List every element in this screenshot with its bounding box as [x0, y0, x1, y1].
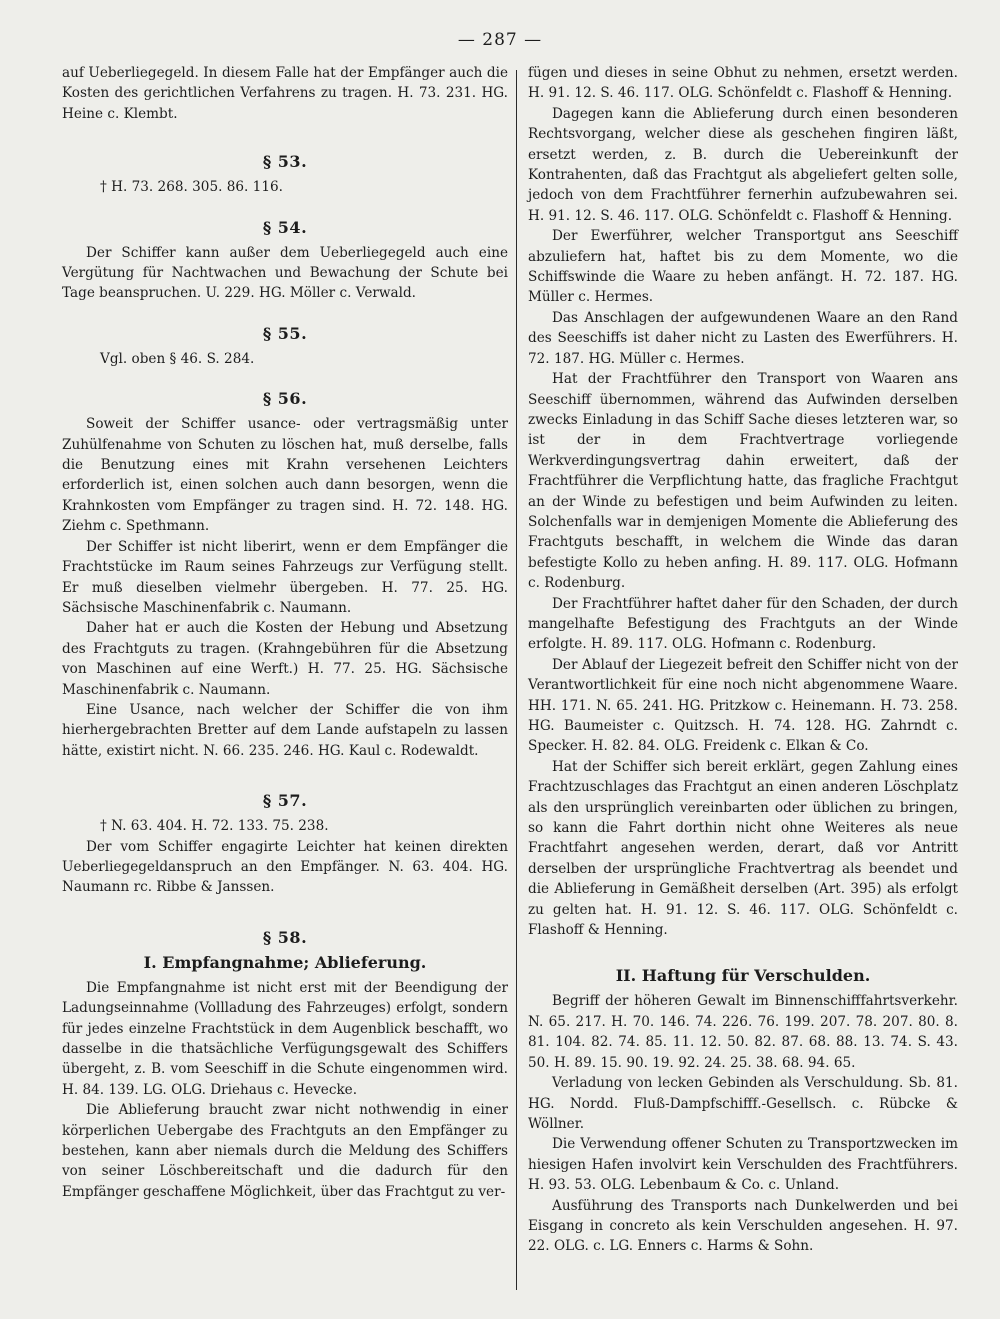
intro-paragraph: auf Ueberliegegeld. In diesem Falle hat der Empfänger auch die Kosten des gerichtlichen Verfahrens zu tragen. H. 73. 231. HG. Heine c. Klembt. — [62, 65, 508, 122]
section-ii-heading: II. Haftung für Verschulden. — [615, 966, 871, 986]
section-58-title: § 58. — [262, 927, 308, 947]
section-56-paragraph-4: Eine Usance, nach welcher der Schiffer die von ihm hierhergebrachten Bretter auf dem Lande aufstapeln zu lassen hätte, existirt nicht. N. 66. 235. 246. HG. Kaul c. Rodewaldt. — [62, 701, 508, 759]
right-paragraph-9: Begriff der höheren Gewalt im Binnenschifffahrtsverkehr. N. 65. 217. H. 70. 146. 74. 226. 76. 199. 207. 78. 207. 80. 8. 81. 104. 82. 74. 85. 11. 12. 50. 82. 87. 68. 88. 13. 74. S. 43. 50. H. 89. 15. 90. 19. 92. 24. 25. 38. 68. 94. 65. — [528, 993, 958, 1071]
right-paragraph-7: Der Ablauf der Liegezeit befreit den Schiffer nicht von der Verantwortlichkeit für eine noch nicht abgenommene Waare. HH. 171. N. 65. 241. HG. Pritzkow c. Heinemann. H. 73. 258. HG. Baumeister c. Quitzsch. H. 74. 128. HG. Zahrndt c. Specker. H. 82. 84. OLG. Freidenk c. Elkan & Co. — [528, 656, 958, 755]
section-58-paragraph-2: Die Ablieferung braucht zwar nicht nothwendig in einer körperlichen Uebergabe des Frachtguts an den Empfänger zu bestehen, kann aber niemals durch die Meldung des Schiffers von seiner Löschbereitschaft und die dadurch für den Empfänger geschaffene Möglichkeit, über das Frachtgut zu ver- — [62, 1102, 508, 1200]
section-56-paragraph-3: Daher hat er auch die Kosten der Hebung und Absetzung des Frachtguts zu tragen. (Krahngebühren für die Absetzung von Maschinen auf eine Werft.) H. 77. 25. HG. Sächsische Maschinenfabrik c. Naumann. — [62, 620, 508, 698]
right-paragraph-10: Verladung von lecken Gebinden als Verschuldung. Sb. 81. HG. Nordd. Fluß-Dampfschifff.-Gesellsch. c. Rübcke & Wöllner. — [528, 1075, 958, 1132]
right-paragraph-8: Hat der Schiffer sich bereit erklärt, gegen Zahlung eines Frachtzuschlages das Frachtgut an einen anderen Löschplatz als den ursprünglich vereinbarten oder üblichen zu bringen, so kann die Fahrt dorthin nicht ohne Weiteres als neue Frachtfahrt angesehen werden, derart, daß vor Antritt derselben der ursprüngliche Frachtvertrag als beendet und die Ablieferung in Gemäßheit derselben (Art. 395) als erfolgt zu gelten hat. H. 91. 12. S. 46. 117. OLG. Schönfeldt c. Flashoff & Henning. — [528, 758, 958, 939]
section-58-heading: I. Empfangnahme; Ablieferung. — [143, 952, 427, 972]
right-column — [528, 63, 958, 1257]
section-55-reference: Vgl. oben § 46. S. 284. — [100, 350, 255, 367]
section-57-paragraph: Der vom Schiffer engagirte Leichter hat keinen direkten Ueberliegegeldanspruch an den Empfänger. N. 63. 404. HG. Naumann rc. Ribbe & Janssen. — [62, 838, 508, 896]
section-56-paragraph-2: Der Schiffer ist nicht liberirt, wenn er dem Empfänger die Frachtstücke im Raum seines Fahrzeugs zur Verfügung stellt. Er muß dieselben vielmehr übergeben. H. 77. 25. HG. Sächsische Maschinenfabrik c. Naumann. — [62, 538, 508, 616]
section-54-paragraph: Der Schiffer kann außer dem Ueberliegegeld auch eine Vergütung für Nachtwachen und Bewachung der Schute bei Tage beanspruchen. U. 229. HG. Möller c. Verwald. — [62, 244, 508, 302]
right-paragraph-11: Die Verwendung offener Schuten zu Transportzwecken im hiesigen Hafen involvirt kein Verschulden des Frachtführers. H. 93. 53. OLG. Lebenbaum & Co. c. Unland. — [528, 1136, 958, 1194]
left-column — [62, 63, 508, 1202]
right-paragraph-12: Ausführung des Transports nach Dunkelwerden und bei Eisgang in concreto als kein Verschulden angesehen. H. 97. 22. OLG. c. LG. Enners c. Harms & Sohn. — [528, 1197, 958, 1255]
right-paragraph-3: Der Ewerführer, welcher Transportgut ans Seeschiff abzuliefern hat, haftet bis zu dem Momente, wo die Schiffswinde die Waare zu heben anfängt. H. 72. 187. HG. Müller c. Hermes. — [528, 228, 958, 306]
right-paragraph-5: Hat der Frachtführer den Transport von Waaren ans Seeschiff übernommen, während das Aufwinden derselben zwecks Einladung in das Schiff Sache dieses letzteren war, so ist der in dem Frachtvertrage vorliegende Werkverdingungsvertrag dahin erweitert, daß der Frachtführer die Verpflichtung hatte, das fragliche Frachtgut an der Winde zu befestigen und beim Aufwinden zu leiten. Solchenfalls war in demjenigen Momente die Ablieferung des Frachtguts beschafft, in welchem die Winde das daran befestigte Kollo zu heben anfing. H. 89. 117. OLG. Hofmann c. Rodenburg. — [528, 371, 958, 592]
right-paragraph-2: Dagegen kann die Ablieferung durch einen besonderen Rechtsvorgang, welcher diese als geschehen fingiren läßt, ersetzt werden, z. B. durch die Uebereinkunft der Kontrahenten, daß das Frachtgut als abgeliefert gelten solle, jedoch von dem Frachtführer fernerhin aufzubewahren sei. H. 91. 12. S. 46. 117. OLG. Schönfeldt c. Flashoff & Henning. — [528, 105, 958, 224]
section-57-title: § 57. — [262, 791, 308, 811]
section-56-title: § 56. — [262, 389, 308, 409]
right-paragraph-4: Das Anschlagen der aufgewundenen Waare an den Rand des Seeschiffs ist daher nicht zu Lasten des Ewerführers. H. 72. 187. HG. Müller c. Hermes. — [528, 309, 958, 367]
right-paragraph-1: fügen und dieses in seine Obhut zu nehmen, ersetzt werden. H. 91. 12. S. 46. 117. OLG. Schönfeldt c. Flashoff & Henning. — [528, 65, 958, 102]
section-58-paragraph-1: Die Empfangnahme ist nicht erst mit der Beendigung der Ladungseinnahme (Vollladung des Fahrzeuges) erfolgt, sondern für jedes einzelne Frachtstück in dem Augenblick beschafft, wo dasselbe in die thatsächliche Verfügungsgewalt des Schiffers übergeht, z. B. vom Seeschiff in die Schute eingenommen wird. H. 84. 139. LG. OLG. Driehaus c. Hevecke. — [62, 979, 508, 1098]
section-53-title: § 53. — [262, 152, 308, 172]
column-divider — [516, 70, 517, 1290]
section-54-title: § 54. — [262, 217, 308, 237]
section-53-reference: † H. 73. 268. 305. 86. 116. — [100, 179, 283, 196]
section-57-reference: † N. 63. 404. H. 72. 133. 75. 238. — [100, 818, 329, 835]
section-56-paragraph-1: Soweit der Schiffer usance- oder vertragsmäßig unter Zuhülfenahme von Schuten zu löschen hat, muß derselbe, falls die Benutzung eines mit Krahn versehenen Leichters erforderlich ist, einen solchen auch dann besorgen, wenn die Krahnkosten vom Empfänger zu tragen sind. H. 72. 148. HG. Ziehm c. Spethmann. — [62, 416, 508, 535]
page-number: — 287 — — [457, 30, 543, 50]
right-paragraph-6: Der Frachtführer haftet daher für den Schaden, der durch mangelhafte Befestigung des Frachtguts an der Winde erfolgte. H. 89. 117. OLG. Hofmann c. Rodenburg. — [528, 595, 958, 653]
section-55-title: § 55. — [262, 323, 308, 343]
